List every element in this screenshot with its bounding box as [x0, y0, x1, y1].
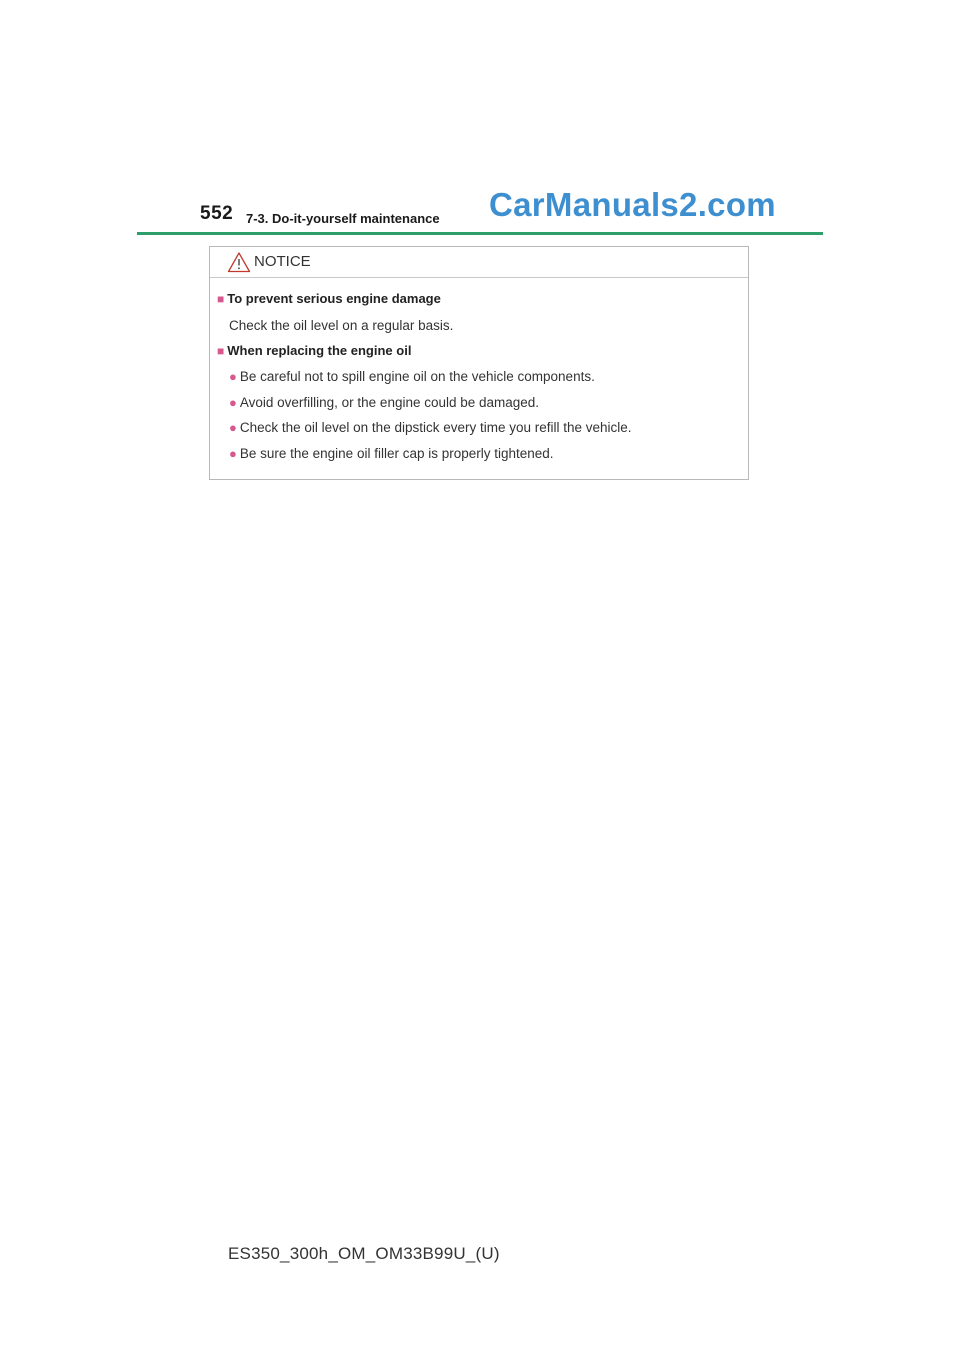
circle-bullet-icon: ●	[229, 395, 237, 410]
document-id: ES350_300h_OM_OM33B99U_(U)	[228, 1244, 500, 1263]
bullet-item	[229, 420, 632, 435]
bullet-text: Avoid overfilling, or the engine could be damaged.	[239, 395, 540, 410]
bullet-item	[229, 395, 539, 410]
watermark-logo: CarManuals2.com	[489, 186, 776, 223]
bullet-text: Check the oil level on the dipstick every time you refill the vehicle.	[239, 420, 632, 435]
square-bullet-icon: ■	[217, 344, 225, 358]
bullet-text: Be sure the engine oil filler cap is properly tightened.	[239, 446, 554, 461]
bullet-item	[229, 369, 595, 384]
notice-label: NOTICE	[254, 253, 311, 270]
notice-header	[210, 247, 748, 278]
section-heading-text: When replacing the engine oil	[227, 343, 412, 358]
section-heading	[217, 343, 411, 358]
square-bullet-icon: ■	[217, 292, 225, 306]
circle-bullet-icon: ●	[229, 420, 237, 435]
notice-box	[209, 246, 749, 480]
warning-triangle-icon	[227, 251, 251, 273]
section-heading	[217, 291, 441, 306]
bullet-item	[229, 446, 554, 461]
circle-bullet-icon: ●	[229, 369, 237, 384]
circle-bullet-icon: ●	[229, 446, 237, 461]
bullet-text: Be careful not to spill engine oil on the vehicle components.	[239, 369, 595, 384]
section-heading-text: To prevent serious engine damage	[227, 291, 441, 306]
header-rule	[137, 232, 823, 235]
page-number: 552	[200, 203, 234, 224]
section-title: 7-3. Do-it-yourself maintenance	[246, 211, 440, 226]
paragraph: Check the oil level on a regular basis.	[229, 318, 454, 333]
